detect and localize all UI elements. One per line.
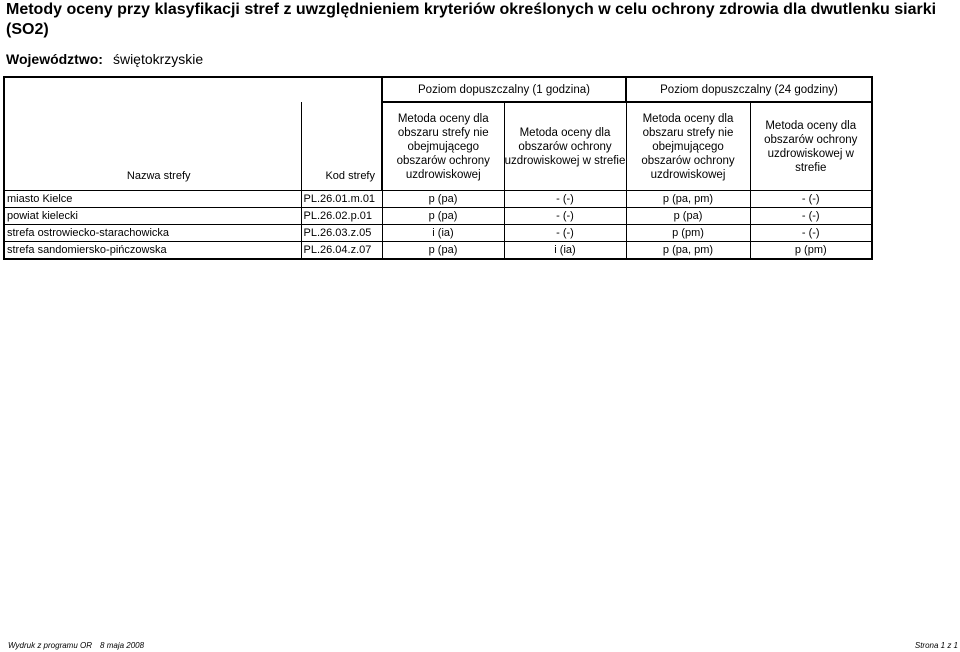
table-row [4, 191, 872, 208]
zone-name: powiat kielecki [4, 208, 301, 225]
table-row [4, 225, 872, 242]
footer-printout-info [8, 641, 144, 650]
header-blank [301, 77, 382, 102]
col-header-method-24h-outside: Metoda oceny dla obszaru strefy nie obejmującego obszarów ochrony uzdrowiskowej [626, 102, 750, 191]
col-header-method-1h-outside: Metoda oceny dla obszaru strefy nie obejmującego obszarów ochrony uzdrowiskowej [382, 102, 504, 191]
method-value: - (-) [750, 191, 872, 208]
header-row-columns [4, 102, 872, 191]
method-value: - (-) [750, 225, 872, 242]
page-title: Metody oceny przy klasyfikacji stref z uwzględnieniem kryteriów określonych w celu ochrony zdrowia dla dwutlenku siarki (SO2) [6, 1, 937, 38]
col-header-code: Kod strefy [301, 102, 382, 191]
zone-code: PL.26.04.z.07 [301, 242, 382, 260]
col-header-method-24h-spa: Metoda oceny dla obszarów ochrony uzdrowiskowej w strefie [750, 102, 872, 191]
region-value: świętokrzyskie [112, 51, 204, 67]
col-header-name: Nazwa strefy [4, 102, 301, 191]
col-header-method-1h-spa: Metoda oceny dla obszarów ochrony uzdrowiskowej w strefie [504, 102, 626, 191]
method-value: i (ia) [382, 225, 504, 242]
zone-code: PL.26.03.z.05 [301, 225, 382, 242]
method-value: p (pa) [382, 242, 504, 260]
header-row-groups [4, 77, 872, 102]
region-label: Województwo: [6, 51, 103, 67]
table-row [4, 242, 872, 260]
method-value: p (pa) [626, 208, 750, 225]
method-value: p (pm) [626, 225, 750, 242]
method-value: - (-) [750, 208, 872, 225]
classification-table [3, 76, 873, 260]
method-value: p (pa) [382, 208, 504, 225]
method-value: p (pm) [750, 242, 872, 260]
method-value: - (-) [504, 225, 626, 242]
zone-code: PL.26.01.m.01 [301, 191, 382, 208]
zone-code: PL.26.02.p.01 [301, 208, 382, 225]
method-value: p (pa) [382, 191, 504, 208]
footer-date: 8 maja 2008 [100, 641, 145, 650]
method-value: p (pa, pm) [626, 242, 750, 260]
group-header-24h: Poziom dopuszczalny (24 godziny) [626, 77, 872, 102]
method-value: p (pa, pm) [626, 191, 750, 208]
table-row [4, 208, 872, 225]
zone-name: strefa sandomiersko-pińczowska [4, 242, 301, 260]
header-blank [4, 77, 301, 102]
zone-name: strefa ostrowiecko-starachowicka [4, 225, 301, 242]
group-header-1h: Poziom dopuszczalny (1 godzina) [382, 77, 626, 102]
footer-program: Wydruk z programu OR [8, 641, 93, 650]
region-line [6, 50, 203, 68]
footer-page-number: Strona 1 z 1 [914, 641, 958, 650]
method-value: i (ia) [504, 242, 626, 260]
method-value: - (-) [504, 191, 626, 208]
method-value: - (-) [504, 208, 626, 225]
zone-name: miasto Kielce [4, 191, 301, 208]
